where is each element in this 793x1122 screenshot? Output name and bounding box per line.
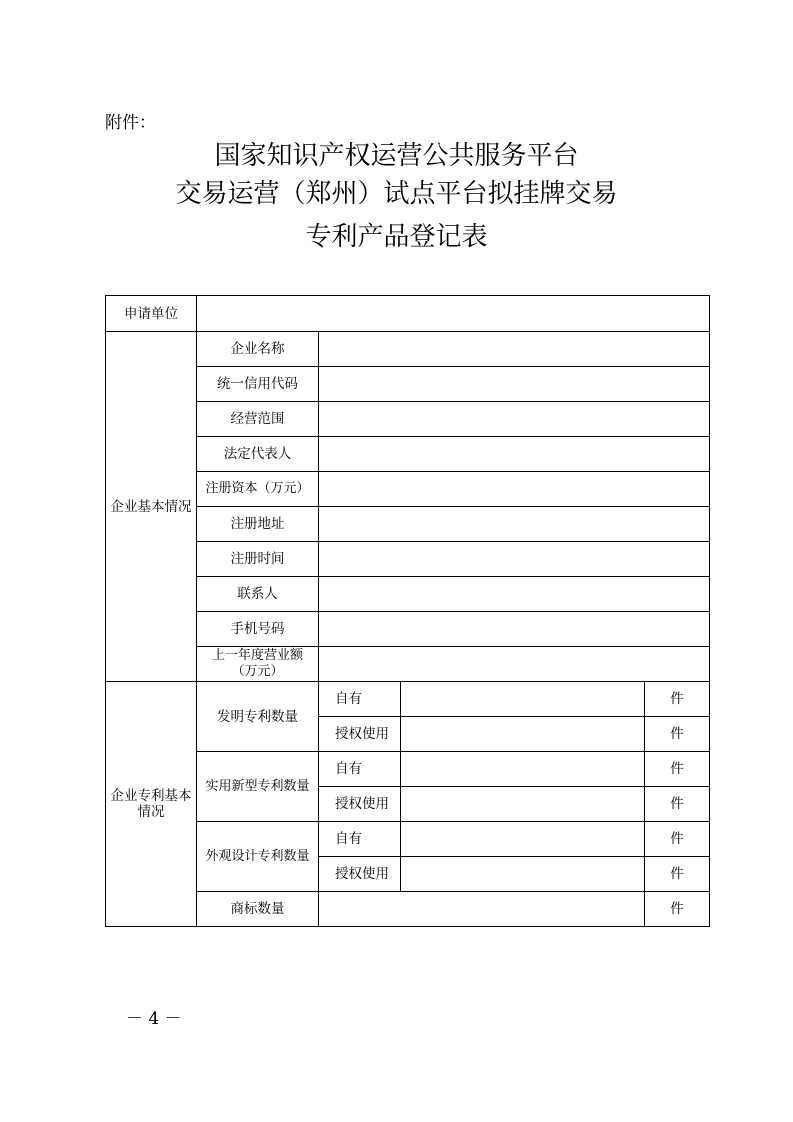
company-name-label: 企业名称 — [197, 332, 319, 367]
invention-own-label: 自有 — [319, 682, 401, 717]
invention-licensed-input-cell[interactable] — [401, 717, 645, 752]
utility-own-label: 自有 — [319, 752, 401, 787]
last-year-revenue-label-line2: （万元） — [231, 664, 284, 679]
applicant-input-cell[interactable] — [197, 296, 710, 332]
design-licensed-label: 授权使用 — [319, 857, 401, 892]
utility-licensed-unit: 件 — [645, 787, 710, 822]
credit-code-input-cell[interactable] — [319, 367, 710, 402]
attachment-label: 附件： — [105, 113, 156, 133]
applicant-label: 申请单位 — [106, 296, 197, 332]
design-licensed-unit: 件 — [645, 857, 710, 892]
utility-model-patent-label: 实用新型专利数量 — [197, 752, 319, 822]
invention-own-input-cell[interactable] — [401, 682, 645, 717]
page-number: － 4 － — [126, 1009, 182, 1029]
registration-date-label: 注册时间 — [197, 542, 319, 577]
last-year-revenue-label-line1: 上一年度营业额 — [211, 648, 303, 663]
trademark-unit: 件 — [645, 892, 710, 927]
utility-own-unit: 件 — [645, 752, 710, 787]
legal-representative-input-cell[interactable] — [319, 437, 710, 472]
utility-licensed-label: 授权使用 — [319, 787, 401, 822]
mobile-number-input-cell[interactable] — [319, 612, 710, 647]
credit-code-label: 统一信用代码 — [197, 367, 319, 402]
invention-own-unit: 件 — [645, 682, 710, 717]
design-licensed-input-cell[interactable] — [401, 857, 645, 892]
company-name-input-cell[interactable] — [319, 332, 710, 367]
contact-person-input-cell[interactable] — [319, 577, 710, 612]
registered-capital-input-cell[interactable] — [319, 472, 710, 507]
utility-own-input-cell[interactable] — [401, 752, 645, 787]
last-year-revenue-input-cell[interactable] — [319, 647, 710, 682]
registration-date-input-cell[interactable] — [319, 542, 710, 577]
utility-licensed-input-cell[interactable] — [401, 787, 645, 822]
mobile-number-label: 手机号码 — [197, 612, 319, 647]
patent-section-label: 企业专利基本情况 — [106, 682, 197, 927]
title-line-3: 专利产品登记表 — [305, 222, 488, 252]
title-line-2: 交易运营（郑州）试点平台拟挂牌交易 — [175, 179, 618, 209]
title-line-1: 国家知识产权运营公共服务平台 — [214, 141, 579, 171]
invention-licensed-unit: 件 — [645, 717, 710, 752]
design-own-label: 自有 — [319, 822, 401, 857]
registered-address-input-cell[interactable] — [319, 507, 710, 542]
last-year-revenue-label — [197, 647, 319, 682]
trademark-count-input-cell[interactable] — [319, 892, 645, 927]
design-patent-label: 外观设计专利数量 — [197, 822, 319, 892]
contact-person-label: 联系人 — [197, 577, 319, 612]
registered-address-label: 注册地址 — [197, 507, 319, 542]
registration-form-table — [105, 295, 710, 927]
invention-licensed-label: 授权使用 — [319, 717, 401, 752]
company-section-label: 企业基本情况 — [106, 332, 197, 682]
business-scope-input-cell[interactable] — [319, 402, 710, 437]
design-own-unit: 件 — [645, 822, 710, 857]
business-scope-label: 经营范围 — [197, 402, 319, 437]
design-own-input-cell[interactable] — [401, 822, 645, 857]
registered-capital-label: 注册资本（万元） — [197, 472, 319, 507]
invention-patent-label: 发明专利数量 — [197, 682, 319, 752]
trademark-count-label: 商标数量 — [197, 892, 319, 927]
legal-representative-label: 法定代表人 — [197, 437, 319, 472]
